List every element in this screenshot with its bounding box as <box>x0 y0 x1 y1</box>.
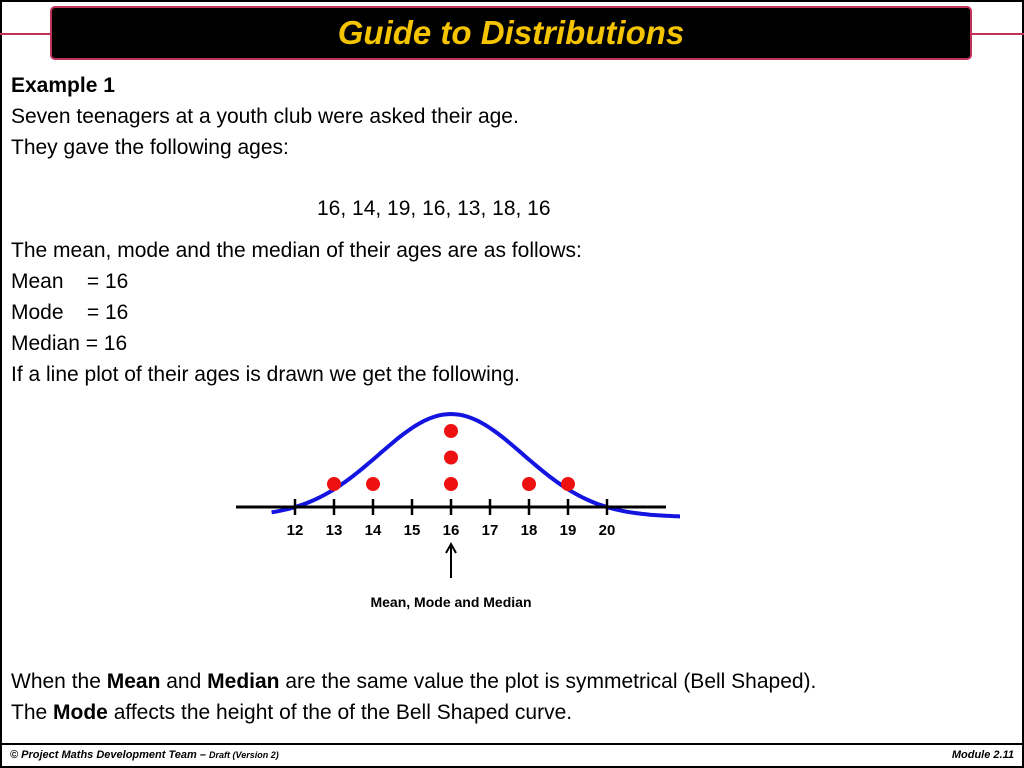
data-point <box>561 477 575 491</box>
tick-label: 17 <box>481 522 499 539</box>
mean-emphasis: Mean <box>106 670 161 693</box>
intro-line-1: Seven teenagers at a youth club were asked their age. <box>11 105 519 128</box>
tick-label: 15 <box>403 522 421 539</box>
example-heading: Example 1 <box>11 74 115 97</box>
tick-label: 19 <box>559 522 577 539</box>
conclusion-1-text-c: are the same value the plot is symmetrical (Bell Shaped). <box>279 670 817 693</box>
age-data-list: 16, 14, 19, 16, 13, 18, 16 <box>317 197 551 220</box>
conclusion-line-2 <box>11 700 572 726</box>
title-rule-left <box>0 33 52 35</box>
conclusion-2-text-a: The <box>11 701 54 724</box>
median-emphasis: Median <box>207 670 280 693</box>
title-bar <box>50 6 972 60</box>
line-plot-chart <box>230 400 680 625</box>
tick-label: 13 <box>325 522 343 539</box>
mean-line: Mean = 16 <box>11 270 129 293</box>
median-line: Median = 16 <box>11 332 128 355</box>
plot-intro: If a line plot of their ages is drawn we get the following. <box>11 363 520 386</box>
title-rule-right <box>970 33 1024 35</box>
data-point <box>444 477 458 491</box>
page-title: Guide to Distributions <box>337 14 685 51</box>
footer-copyright <box>10 749 279 761</box>
tick-label: 20 <box>598 522 616 539</box>
data-point <box>366 477 380 491</box>
intro-line-2: They gave the following ages: <box>11 136 289 159</box>
mean-mode-median-annotation: Mean, Mode and Median <box>370 594 532 610</box>
footer-module: Module 2.11 <box>951 749 1014 761</box>
tick-label: 16 <box>442 522 460 539</box>
data-point <box>444 451 458 465</box>
conclusion-2-text-b: affects the height of the of the Bell Shaped curve. <box>107 701 573 724</box>
footer-draft: Draft (Version 2) <box>209 750 279 760</box>
data-point <box>522 477 536 491</box>
data-point <box>444 424 458 438</box>
conclusion-1-text-a: When the <box>11 670 107 693</box>
mode-emphasis: Mode <box>53 701 108 724</box>
tick-label: 12 <box>286 522 304 539</box>
conclusion-1-text-b: and <box>160 670 208 693</box>
conclusion-line-1 <box>11 669 816 695</box>
line-plot-svg <box>230 400 680 620</box>
footer-team: © Project Maths Development Team – <box>10 749 210 761</box>
mode-line: Mode = 16 <box>11 301 129 324</box>
tick-label: 18 <box>520 522 538 539</box>
data-point <box>327 477 341 491</box>
footer <box>2 743 1022 766</box>
stats-intro: The mean, mode and the median of their ages are as follows: <box>11 239 582 262</box>
tick-label: 14 <box>364 522 382 539</box>
